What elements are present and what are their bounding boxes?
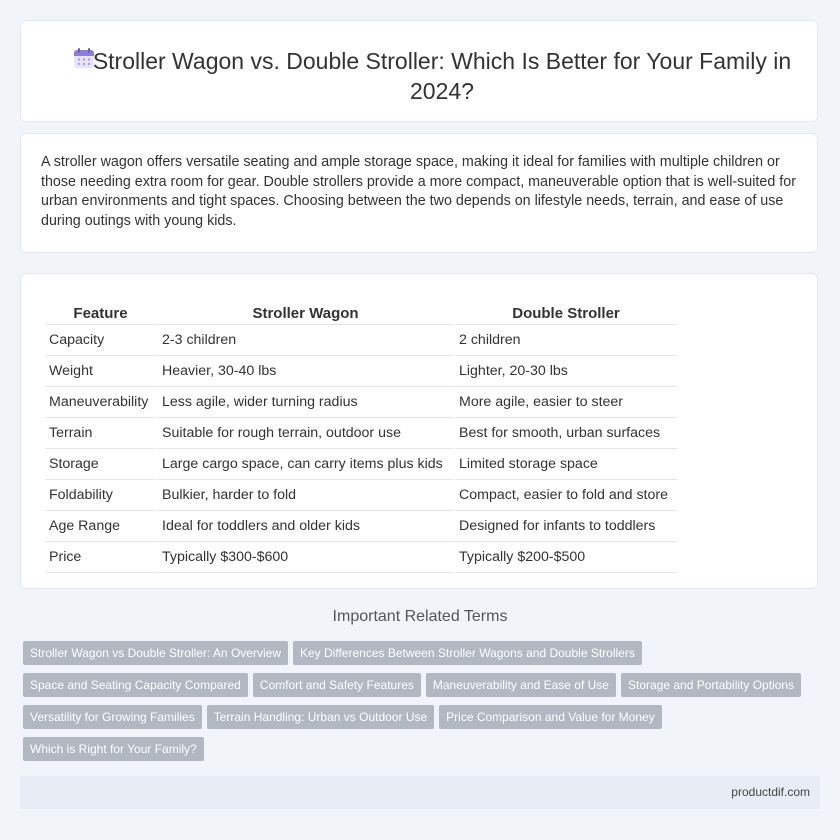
table-row [45,449,677,480]
footer [20,776,820,809]
feature-cell: Price [45,542,156,573]
tag-row [23,737,823,769]
feature-cell: Terrain [45,418,156,449]
related-terms-list [23,641,823,769]
wagon-cell: Heavier, 30-40 lbs [158,356,453,387]
double-cell: More agile, easier to steer [455,387,677,418]
wagon-cell: Ideal for toddlers and older kids [158,511,453,542]
page-title: Stroller Wagon vs. Double Stroller: Which Is Better for Your Family in 2024? [92,48,792,104]
footer-site-link[interactable]: productdif.com [731,785,810,799]
related-term-tag[interactable]: Price Comparison and Value for Money [439,705,662,729]
related-term-tag[interactable]: Terrain Handling: Urban vs Outdoor Use [207,705,434,729]
comparison-table [43,294,679,573]
double-cell: Best for smooth, urban surfaces [455,418,677,449]
header-feature: Feature [45,294,156,325]
double-cell: 2 children [455,325,677,356]
wagon-cell: 2-3 children [158,325,453,356]
tag-row [23,705,823,737]
related-term-tag[interactable]: Space and Seating Capacity Compared [23,673,248,697]
related-term-tag[interactable]: Stroller Wagon vs Double Stroller: An Overview [23,641,288,665]
intro-card [20,133,818,253]
table-row [45,387,677,418]
double-cell: Typically $200-$500 [455,542,677,573]
wagon-cell: Suitable for rough terrain, outdoor use [158,418,453,449]
intro-paragraph: A stroller wagon offers versatile seating and ample storage space, making it ideal for families with multiple children or those needing extra room for gear. Double strollers provide a more compact, maneuverable option that is well-suited for urban environments and tight spaces. Choosing between the two depends on lifestyle needs, terrain, and ease of use during outings with young kids. [41,154,796,229]
related-term-tag[interactable]: Which is Right for Your Family? [23,737,204,761]
double-cell: Compact, easier to fold and store [455,480,677,511]
feature-cell: Capacity [45,325,156,356]
related-term-tag[interactable]: Key Differences Between Stroller Wagons and Double Strollers [293,641,642,665]
wagon-cell: Bulkier, harder to fold [158,480,453,511]
header-stroller-wagon: Stroller Wagon [158,294,453,325]
table-row [45,511,677,542]
tag-row [23,641,823,673]
related-term-tag[interactable]: Maneuverability and Ease of Use [426,673,616,697]
table-header-row [45,294,677,325]
table-row [45,325,677,356]
tag-row [23,673,823,705]
double-cell: Lighter, 20-30 lbs [455,356,677,387]
table-row [45,418,677,449]
header-double-stroller: Double Stroller [455,294,677,325]
comparison-card [20,273,818,589]
feature-cell: Foldability [45,480,156,511]
table-row [45,356,677,387]
wagon-cell: Large cargo space, can carry items plus kids [158,449,453,480]
related-term-tag[interactable]: Versatility for Growing Families [23,705,202,729]
wagon-cell: Less agile, wider turning radius [158,387,453,418]
table-row [45,542,677,573]
related-term-tag[interactable]: Storage and Portability Options [621,673,801,697]
related-terms-heading: Important Related Terms [332,608,508,625]
feature-cell: Weight [45,356,156,387]
double-cell: Limited storage space [455,449,677,480]
table-row [45,480,677,511]
feature-cell: Storage [45,449,156,480]
related-term-tag[interactable]: Comfort and Safety Features [253,673,421,697]
double-cell: Designed for infants to toddlers [455,511,677,542]
title-card [20,20,818,122]
feature-cell: Maneuverability [45,387,156,418]
wagon-cell: Typically $300-$600 [158,542,453,573]
feature-cell: Age Range [45,511,156,542]
